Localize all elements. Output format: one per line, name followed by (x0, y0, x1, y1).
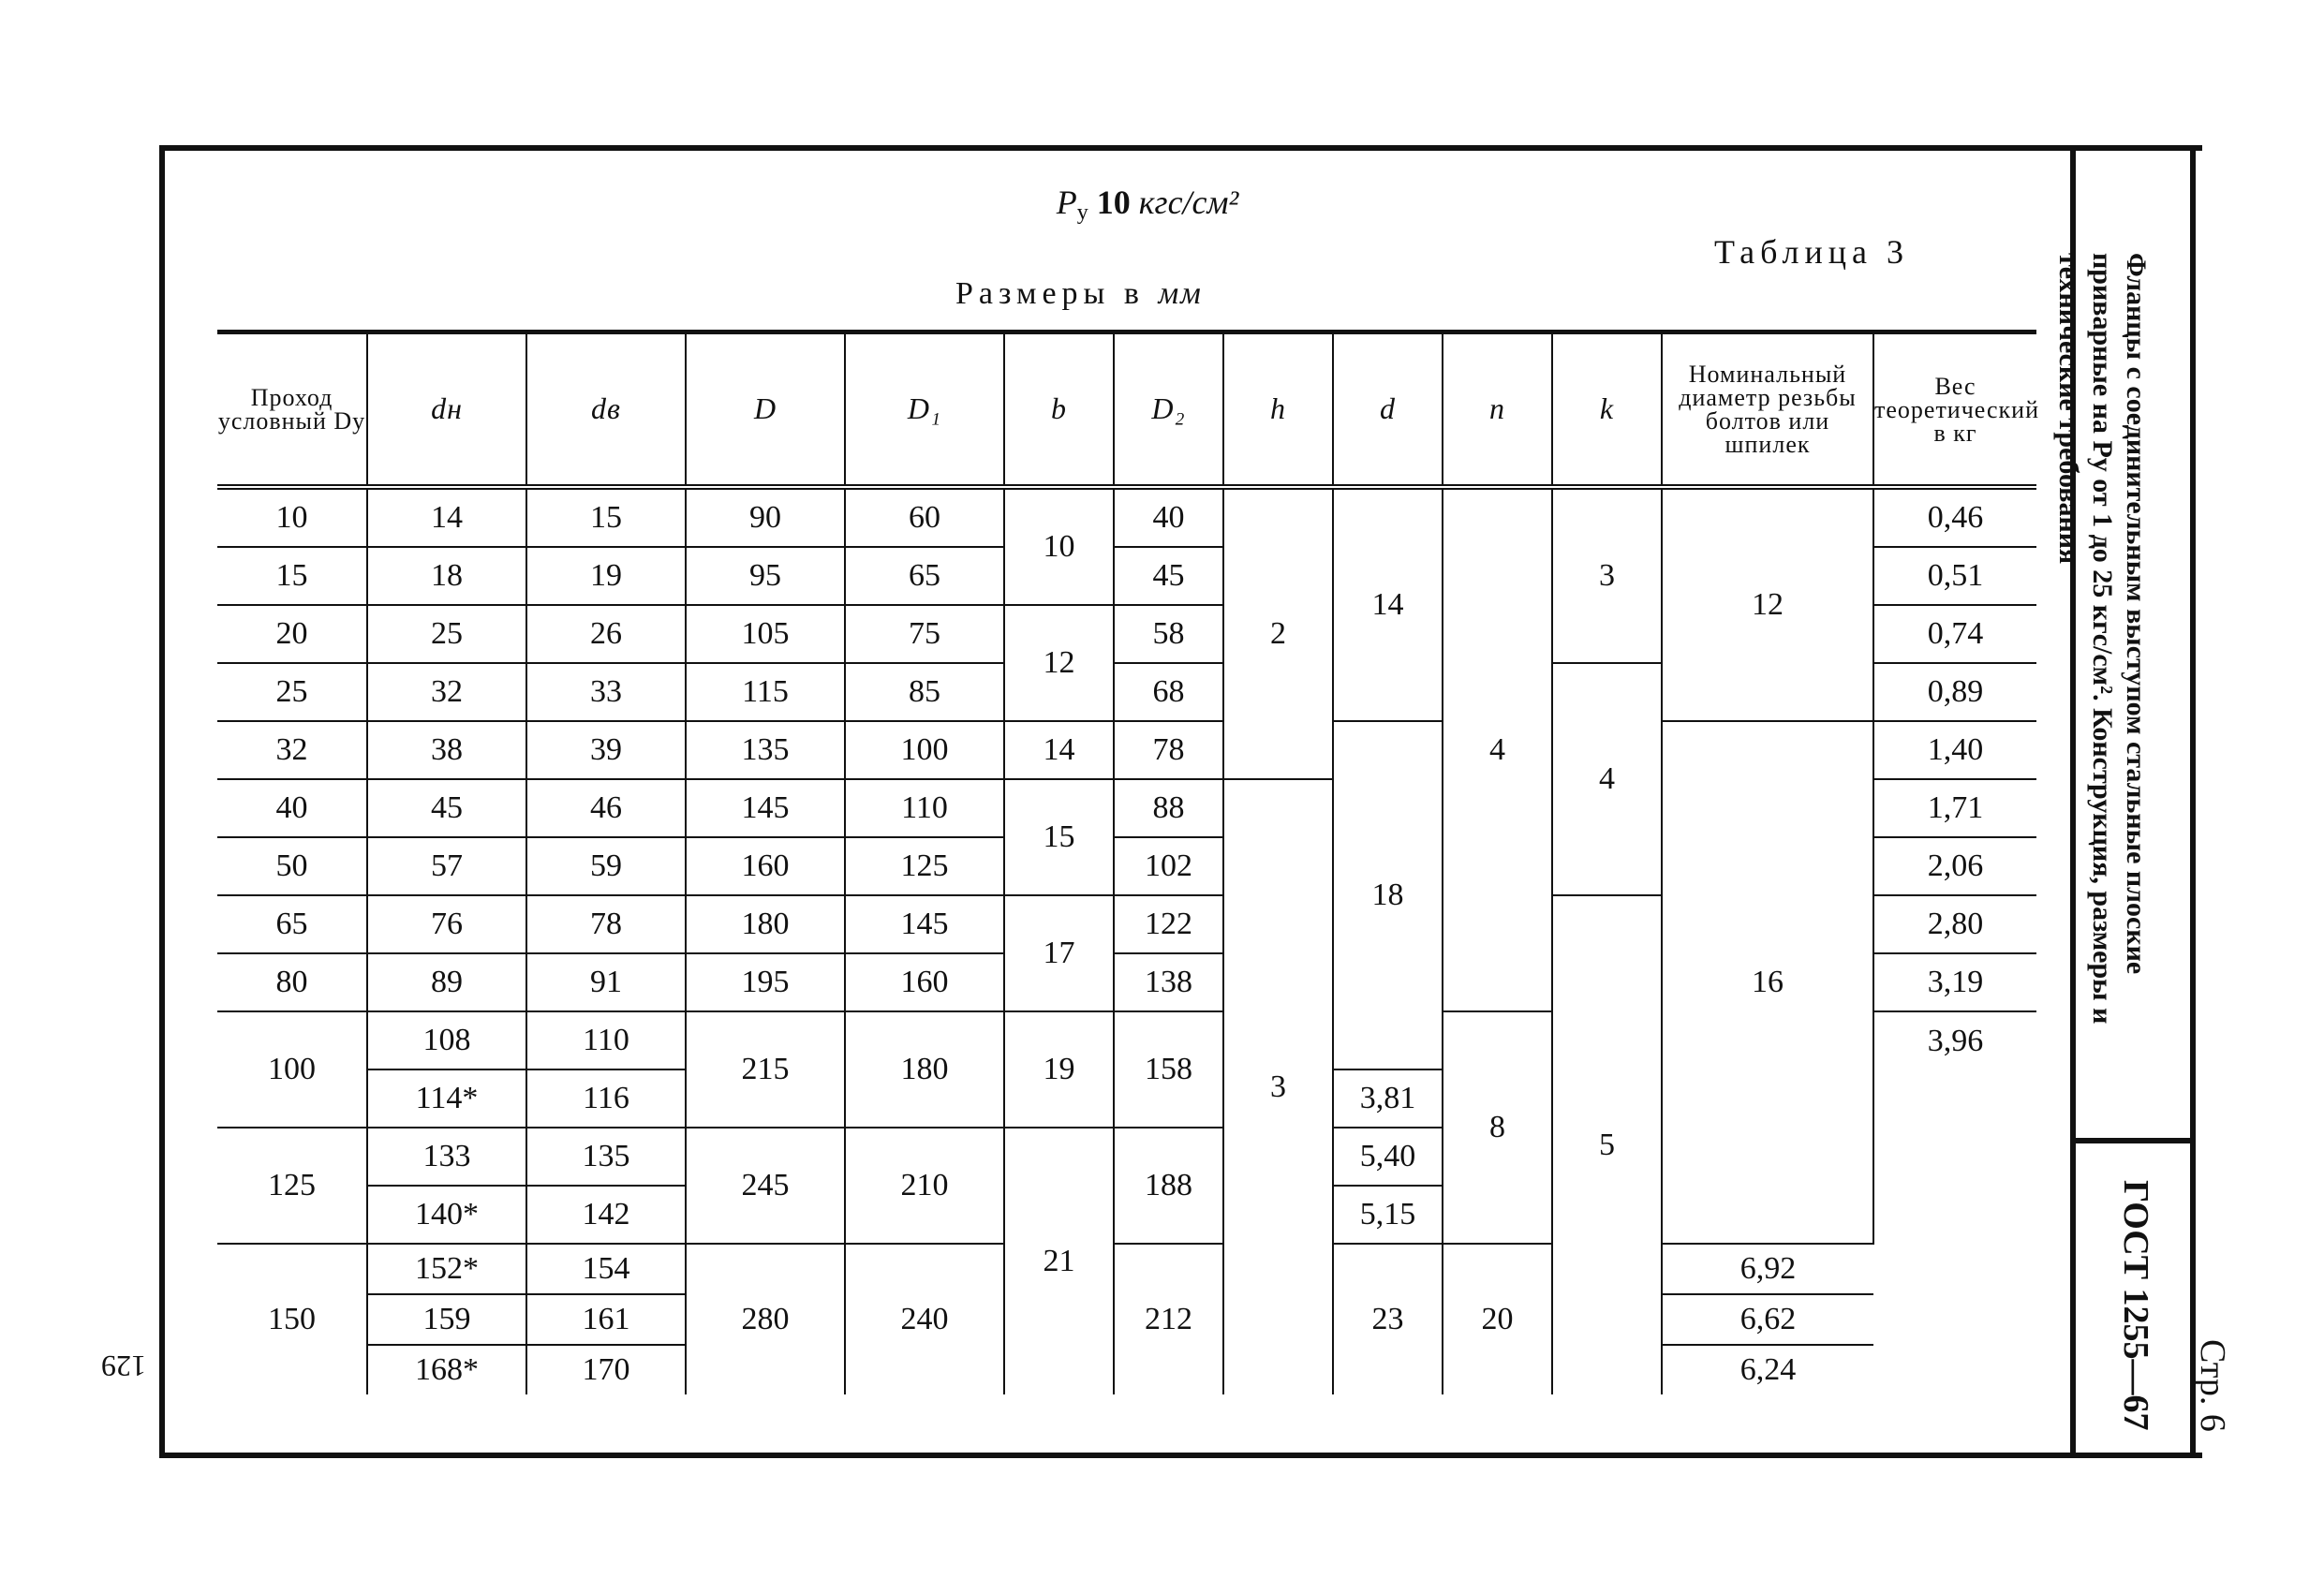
cell: 14 (1333, 487, 1443, 721)
cell: 12 (1662, 487, 1873, 721)
cell: 65 (217, 895, 367, 953)
cell: 102 (1114, 837, 1223, 895)
cell: 4 (1443, 487, 1552, 1011)
units-label: Размеры в мм (955, 276, 1203, 311)
cell: 45 (367, 779, 526, 837)
cell: 57 (367, 837, 526, 895)
cell: 108 (367, 1011, 526, 1069)
cell: 4 (1552, 663, 1662, 895)
cell: 145 (845, 895, 1004, 953)
cell: 215 (686, 1011, 845, 1128)
cell: 40 (217, 779, 367, 837)
table-row (217, 721, 2036, 779)
cell: 78 (526, 895, 686, 953)
cell: 14 (1004, 721, 1114, 779)
cell: 88 (1114, 779, 1223, 837)
cell: 116 (526, 1069, 686, 1128)
document-side-title: Фланцы с соединительным выступом стальные плоские приварные на Pу от 1 до 25 кгс/см². Конструкция, размеры и технические требования (2053, 253, 2152, 1025)
cell: 161 (526, 1294, 686, 1345)
cell: 145 (686, 779, 845, 837)
cell: 39 (526, 721, 686, 779)
header-nominal-bore: Проход условный Dу (217, 332, 367, 488)
cell: 140* (367, 1186, 526, 1244)
cell: 25 (217, 663, 367, 721)
table-row (217, 487, 2036, 547)
cell: 154 (526, 1244, 686, 1294)
cell: 20 (1443, 1244, 1552, 1394)
header-row (217, 332, 2036, 488)
cell: 5,15 (1333, 1186, 1443, 1244)
cell: 33 (526, 663, 686, 721)
cell: 38 (367, 721, 526, 779)
cell: 135 (526, 1128, 686, 1186)
cell: 15 (526, 487, 686, 547)
cell: 16 (1662, 721, 1873, 1244)
cell: 65 (845, 547, 1004, 605)
flange-dimensions-table (217, 330, 2039, 1394)
cell: 160 (845, 953, 1004, 1011)
header-d: d (1333, 332, 1443, 488)
cell: 142 (526, 1186, 686, 1244)
cell: 80 (217, 953, 367, 1011)
header-thread: Номинальный диаметр резьбы болтов или шпилек (1662, 332, 1873, 488)
cell: 3 (1552, 487, 1662, 663)
cell: 6,92 (1662, 1244, 1873, 1294)
cell: 23 (1333, 1244, 1443, 1394)
cell: 125 (845, 837, 1004, 895)
cell: 1,71 (1873, 779, 2036, 837)
cell: 180 (845, 1011, 1004, 1128)
cell: 19 (526, 547, 686, 605)
header-D1: D₁ (845, 332, 1004, 488)
cell: 280 (686, 1244, 845, 1394)
cell: 26 (526, 605, 686, 663)
cell: 15 (217, 547, 367, 605)
cell: 17 (1004, 895, 1114, 1011)
cell: 91 (526, 953, 686, 1011)
header-D: D (686, 332, 845, 488)
cell: 76 (367, 895, 526, 953)
cell: 0,89 (1873, 663, 2036, 721)
cell: 138 (1114, 953, 1223, 1011)
cell: 6,24 (1662, 1345, 1873, 1394)
cell: 110 (526, 1011, 686, 1069)
cell: 114* (367, 1069, 526, 1128)
page-number-left: 129 (101, 1350, 146, 1383)
cell: 195 (686, 953, 845, 1011)
cell: 60 (845, 487, 1004, 547)
cell: 95 (686, 547, 845, 605)
cell: 100 (845, 721, 1004, 779)
cell: 8 (1443, 1011, 1552, 1244)
cell: 188 (1114, 1128, 1223, 1244)
cell: 40 (1114, 487, 1223, 547)
cell: 10 (1004, 487, 1114, 605)
header-dn: dн (367, 332, 526, 488)
cell: 2 (1223, 487, 1333, 779)
cell: 3 (1223, 779, 1333, 1394)
table-row (217, 1244, 2036, 1294)
cell: 14 (367, 487, 526, 547)
pressure-title: $P_у$ 10 кгс/см² (1056, 184, 1239, 225)
side-border (2190, 145, 2196, 1453)
cell: 15 (1004, 779, 1114, 895)
cell: 68 (1114, 663, 1223, 721)
cell: 110 (845, 779, 1004, 837)
cell: 115 (686, 663, 845, 721)
header-b: b (1004, 332, 1114, 488)
header-weight: Вес теоретический в кг (1873, 332, 2036, 488)
cell: 240 (845, 1244, 1004, 1394)
cell: 3,96 (1873, 1011, 2036, 1069)
cell: 12 (1004, 605, 1114, 721)
cell: 158 (1114, 1011, 1223, 1128)
cell: 50 (217, 837, 367, 895)
cell: 170 (526, 1345, 686, 1394)
cell: 125 (217, 1128, 367, 1244)
cell: 1,40 (1873, 721, 2036, 779)
cell: 6,62 (1662, 1294, 1873, 1345)
side-page-number: Стр. 6 (2193, 1339, 2232, 1432)
cell: 135 (686, 721, 845, 779)
cell: 245 (686, 1128, 845, 1244)
cell: 2,80 (1873, 895, 2036, 953)
cell: 168* (367, 1345, 526, 1394)
table-label: Таблица 3 (1714, 233, 1909, 271)
cell: 19 (1004, 1011, 1114, 1128)
cell: 3,81 (1333, 1069, 1443, 1128)
cell: 210 (845, 1128, 1004, 1244)
cell: 105 (686, 605, 845, 663)
gost-number: ГОСТ 1255—67 (2116, 1180, 2155, 1431)
cell: 2,06 (1873, 837, 2036, 895)
cell: 32 (367, 663, 526, 721)
cell: 58 (1114, 605, 1223, 663)
cell: 0,46 (1873, 487, 2036, 547)
cell: 152* (367, 1244, 526, 1294)
side-separator (2076, 1138, 2190, 1143)
cell: 160 (686, 837, 845, 895)
cell: 25 (367, 605, 526, 663)
cell: 75 (845, 605, 1004, 663)
cell: 122 (1114, 895, 1223, 953)
header-h: h (1223, 332, 1333, 488)
cell: 180 (686, 895, 845, 953)
cell: 0,74 (1873, 605, 2036, 663)
cell: 90 (686, 487, 845, 547)
header-n: n (1443, 332, 1552, 488)
cell: 0,51 (1873, 547, 2036, 605)
cell: 5,40 (1333, 1128, 1443, 1186)
cell: 3,19 (1873, 953, 2036, 1011)
cell: 212 (1114, 1244, 1223, 1394)
cell: 45 (1114, 547, 1223, 605)
cell: 46 (526, 779, 686, 837)
cell: 150 (217, 1244, 367, 1394)
header-dv: dв (526, 332, 686, 488)
cell: 32 (217, 721, 367, 779)
cell: 21 (1004, 1128, 1114, 1394)
cell: 159 (367, 1294, 526, 1345)
cell: 18 (367, 547, 526, 605)
cell: 5 (1552, 895, 1662, 1394)
header-D2: D₂ (1114, 332, 1223, 488)
cell: 20 (217, 605, 367, 663)
cell: 85 (845, 663, 1004, 721)
cell: 10 (217, 487, 367, 547)
cell: 78 (1114, 721, 1223, 779)
header-k: k (1552, 332, 1662, 488)
cell: 89 (367, 953, 526, 1011)
cell: 18 (1333, 721, 1443, 1069)
cell: 59 (526, 837, 686, 895)
cell: 100 (217, 1011, 367, 1128)
cell: 133 (367, 1128, 526, 1186)
